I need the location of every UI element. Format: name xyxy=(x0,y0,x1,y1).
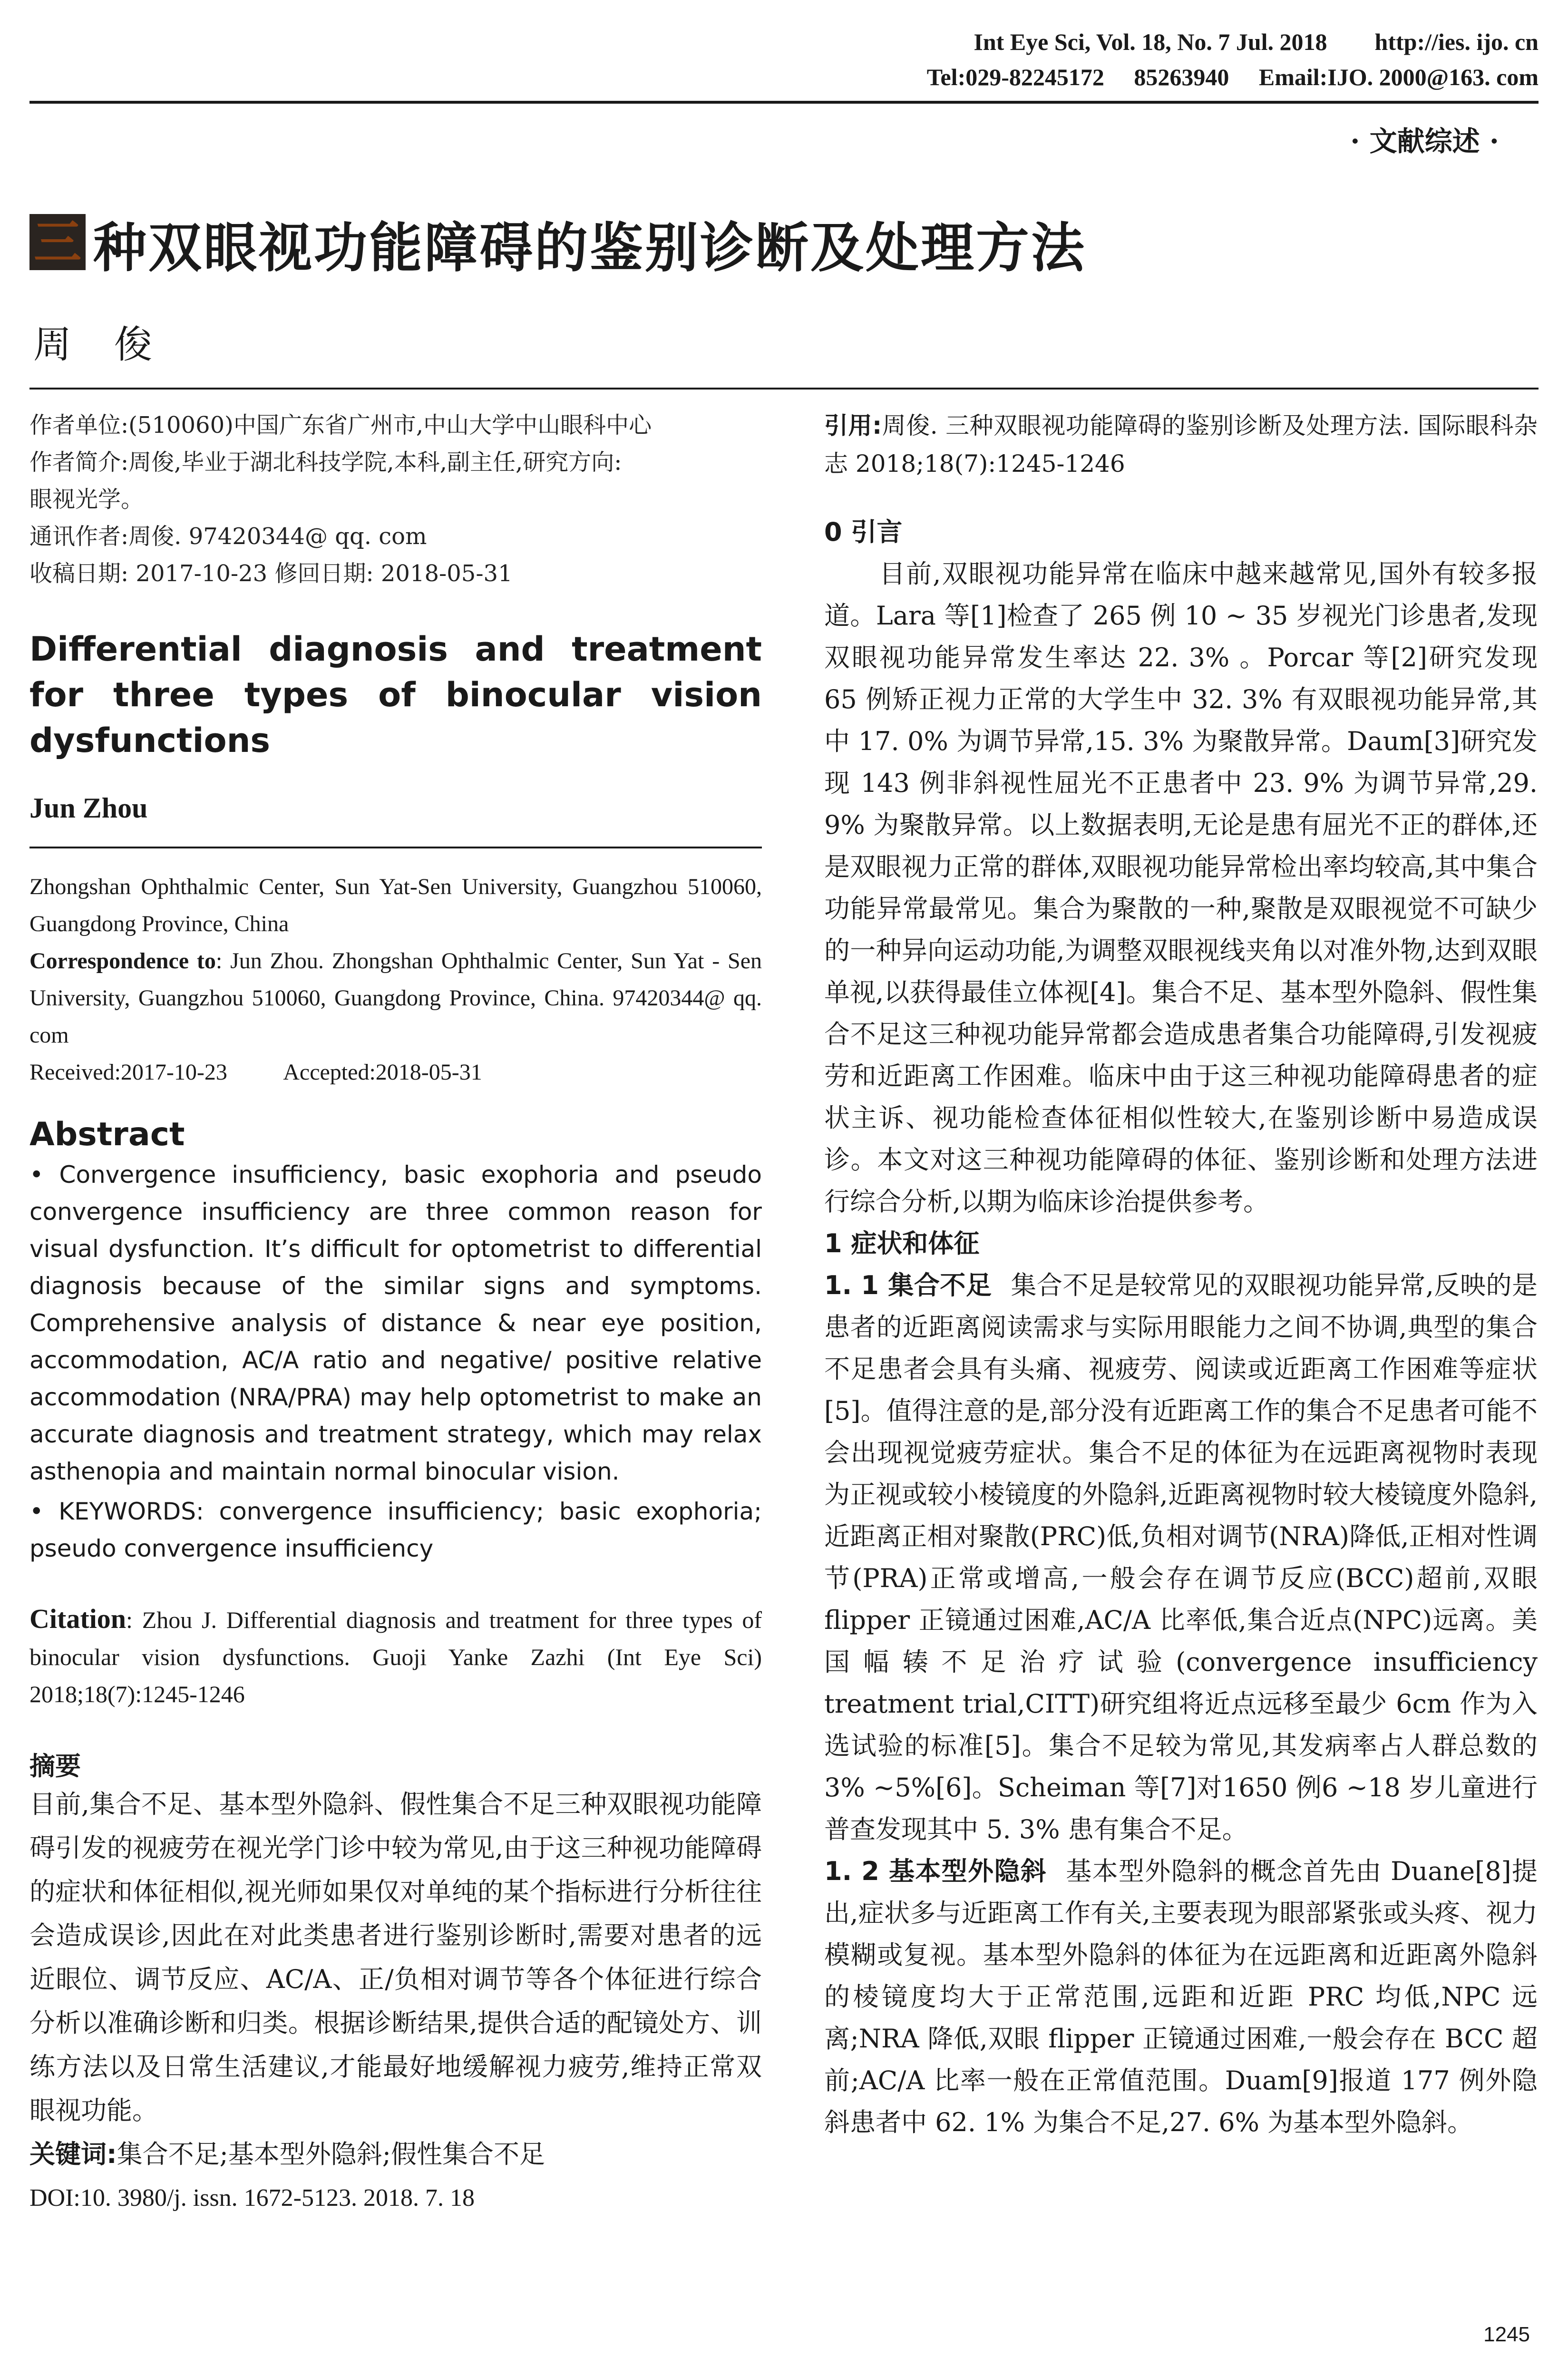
intro-body: 目前,双眼视功能异常在临床中越来越常见,国外有较多报道。Lara 等[1]检查了 265 例 10 ~ 35 岁视光门诊患者,发现双眼视功能异常发生率达 22. 3% 。Porcar 等[2]研究发现 65 例矫正视力正常的大学生中 32. 3% 有双眼视功能异常,其中 17. 0% 为调节异常,15. 3% 为聚散异常。Daum[3]研究发现 143 例非斜视性屈光不正患者中 23. 9% 为调节异常,29. 9% 为聚散异常。以上数据表明,无论是患有屈光不正的群体,还是双眼视力正常的群体,双眼视功能异常检出率均较高,其中集合功能异常最常见。集合为聚散的一种,聚散是双眼视觉不可缺少的一种异向运动功能,为调整双眼视线夹角以对准外物,达到双眼单视,以获得最佳立体视[4]。集合不足、基本型外隐斜、假性集合不足这三种视功能异常都会造成患者集合功能障碍,引发视疲劳和近距离工作困难。临床中由于这三种视功能障碍患者的症状主诉、视功能检查体征相似性较大,在鉴别诊断中易造成误诊。本文对这三种视功能障碍的体征、鉴别诊断和处理方法进行综合分析,以期为临床诊治提供参考。 xyxy=(824,559,1538,1217)
citation-cn-text: 周俊. 三种双眼视功能障碍的鉴别诊断及处理方法. 国际眼科杂志 2018;18(7):1245-1246 xyxy=(824,412,1538,477)
citation-text: : Zhou J. Differential diagnosis and treatment for three types of binocular vision dysfunctions. Guoji Yanke Zazhi (Int Eye Sci) 2018;18(7):1245-1246 xyxy=(29,1607,762,1707)
abstract-cn-body: 目前,集合不足、基本型外隐斜、假性集合不足三种双眼视功能障碍引发的视疲劳在视光学门诊中较为常见,由于这三种视功能障碍的症状和体征相似,视光师如果仅对单纯的某个指标进行分析往往会造成误诊,因此在对此类患者进行鉴别诊断时,需要对患者的远近眼位、调节反应、AC/A、正/负相对调节等各个体征进行综合分析以准确诊断和归类。根据诊断结果,提供合适的配镜处方、训练方法以及日常生活建议,才能最好地缓解视力疲劳,维持正常双眼视功能。 xyxy=(29,1789,762,2125)
meta-line: 眼视光学。 xyxy=(29,486,144,513)
author-meta xyxy=(29,407,762,592)
right-column xyxy=(824,407,1538,2143)
section-1-2-text: 基本型外隐斜的概念首先由 Duane[8]提出,症状多与近距离工作有关,主要表现为眼部紧张或头疼、视力模糊或复视。基本型外隐斜的体征为在远距离和近距离外隐斜的棱镜度均大于正常范围,远距和近距 PRC 均低,NPC 远离;NRA 降低,双眼 flipper 正镜通过困难,一般会存在 BCC 超前;AC/A 比率一般在正常值范围。Duam[9]报道 177 例外隐斜患者中 62. 1% 为集合不足,27. 6% 为基本型外隐斜。 xyxy=(824,1856,1538,2137)
intro-heading: 0 引言 xyxy=(824,517,903,547)
abstract-heading: Abstract xyxy=(29,1116,185,1153)
abstract-body: • Convergence insufficiency, basic exophoria and pseudo convergence insufficiency are three common reason for visual dysfunction. It’s difficult for optometrist to differential diagnosis because of the similar signs and symptoms. Comprehensive analysis of distance & near eye position, accommodation, AC/A ratio and negative/ positive relative accommodation (NRA/PRA) may help optometrist to make an accurate diagnosis and treatment strategy, which may relax asthenopia and maintain normal binocular vision. xyxy=(29,1161,762,1485)
section-1-2 xyxy=(824,1851,1538,2143)
meta-line: 作者单位:(510060)中国广东省广州市,中山大学中山眼科中心 xyxy=(29,412,652,438)
journal-info-line: Int Eye Sci, Vol. 18, No. 7 Jul. 2018 http://ies. ijo. cn xyxy=(974,29,1539,55)
citation-en xyxy=(29,1600,762,1713)
citation-cn-label: 引用: xyxy=(824,412,882,439)
section-1-1-label: 1. 1 集合不足 xyxy=(824,1270,992,1300)
correspondence-text: : Jun Zhou. Zhongshan Ophthalmic Center, Sun Yat - Sen University, Guangzhou 510060, Guangdong Province, China. 97420344@ qq. com xyxy=(29,948,762,1048)
section-1-heading: 1 症状和体征 xyxy=(824,1228,980,1258)
meta-line: 作者简介:周俊,毕业于湖北科技学院,本科,副主任,研究方向: xyxy=(29,449,622,476)
keywords-cn-text: 集合不足;基本型外隐斜;假性集合不足 xyxy=(117,2139,545,2169)
doi: DOI:10. 3980/j. issn. 1672-5123. 2018. 7. 18 xyxy=(29,2184,475,2211)
page-number: 1245 xyxy=(1483,2323,1530,2346)
title-initial: 三 xyxy=(34,214,81,270)
meta-line: 通讯作者:周俊. 97420344@ qq. com xyxy=(29,523,427,550)
section-1-1 xyxy=(824,1265,1538,1851)
keywords-en: • KEYWORDS: convergence insufficiency; basic exophoria; pseudo convergence insufficiency xyxy=(29,1498,762,1562)
left-column xyxy=(29,407,762,2220)
title-divider xyxy=(29,388,1539,390)
received-dates: Received:2017-10-23 Accepted:2018-05-31 xyxy=(29,1060,482,1085)
section-1-1-text: 集合不足是较常见的双眼视功能异常,反映的是患者的近距离阅读需求与实际用眼能力之间不协调,典型的集合不足患者会具有头痛、视疲劳、阅读或近距离工作困难等症状[5]。值得注意的是,部分没有近距离工作的集合不足患者可能不会出现视觉疲劳症状。集合不足的体征为在远距离视物时表现为正视或较小棱镜度的外隐斜,近距离视物时较大棱镜度外隐斜,近距离正相对聚散(PRC)低,负相对调节(NRA)降低,正相对性调节(PRA)正常或增高,一般会存在调节反应(BCC)超前,双眼 flipper 正镜通过困难,AC/A 比率低,集合近点(NPC)远离。美国幅辏不足治疗试验(convergence insufficiency treatment trial,CITT)研究组将近点远移至最少 6cm 作为入选试验的标准[5]。集合不足较为常见,其发病率占人群总数的3% ~5%[6]。Scheiman 等[7]对1650 例6 ~18 岁儿童进行普查发现其中 5. 3% 患有集合不足。 xyxy=(824,1270,1538,1844)
keywords-cn xyxy=(29,2133,762,2176)
correspondence xyxy=(29,943,762,1054)
correspondence-label: Correspondence to xyxy=(29,948,216,974)
section-tag: · 文献综述 · xyxy=(1350,125,1499,157)
citation-cn xyxy=(824,407,1538,483)
abstract-cn-heading: 摘要 xyxy=(29,1751,81,1781)
affiliation: Zhongshan Ophthalmic Center, Sun Yat-Sen University, Guangzhou 510060, Guangdong Province, China xyxy=(29,874,762,936)
article-title: 种双眼视功能障碍的鉴别诊断及处理方法 xyxy=(93,217,1086,279)
citation-label: Citation xyxy=(29,1603,126,1634)
title-initial-block xyxy=(29,214,86,270)
english-author-divider xyxy=(29,847,762,848)
english-author: Jun Zhou xyxy=(29,792,148,824)
meta-line: 收稿日期: 2017-10-23 修回日期: 2018-05-31 xyxy=(29,560,513,587)
journal-header xyxy=(29,23,1539,104)
section-1-2-label: 1. 2 基本型外隐斜 xyxy=(824,1856,1047,1886)
english-title: Differential diagnosis and treatment for three types of binocular vision dysfunctions xyxy=(29,630,762,760)
author-name-cn: 周俊 xyxy=(33,322,195,367)
journal-contact-line: Tel:029-82245172 85263940 Email:IJO. 2000@163. com xyxy=(926,64,1539,90)
keywords-cn-label: 关键词: xyxy=(29,2139,117,2169)
